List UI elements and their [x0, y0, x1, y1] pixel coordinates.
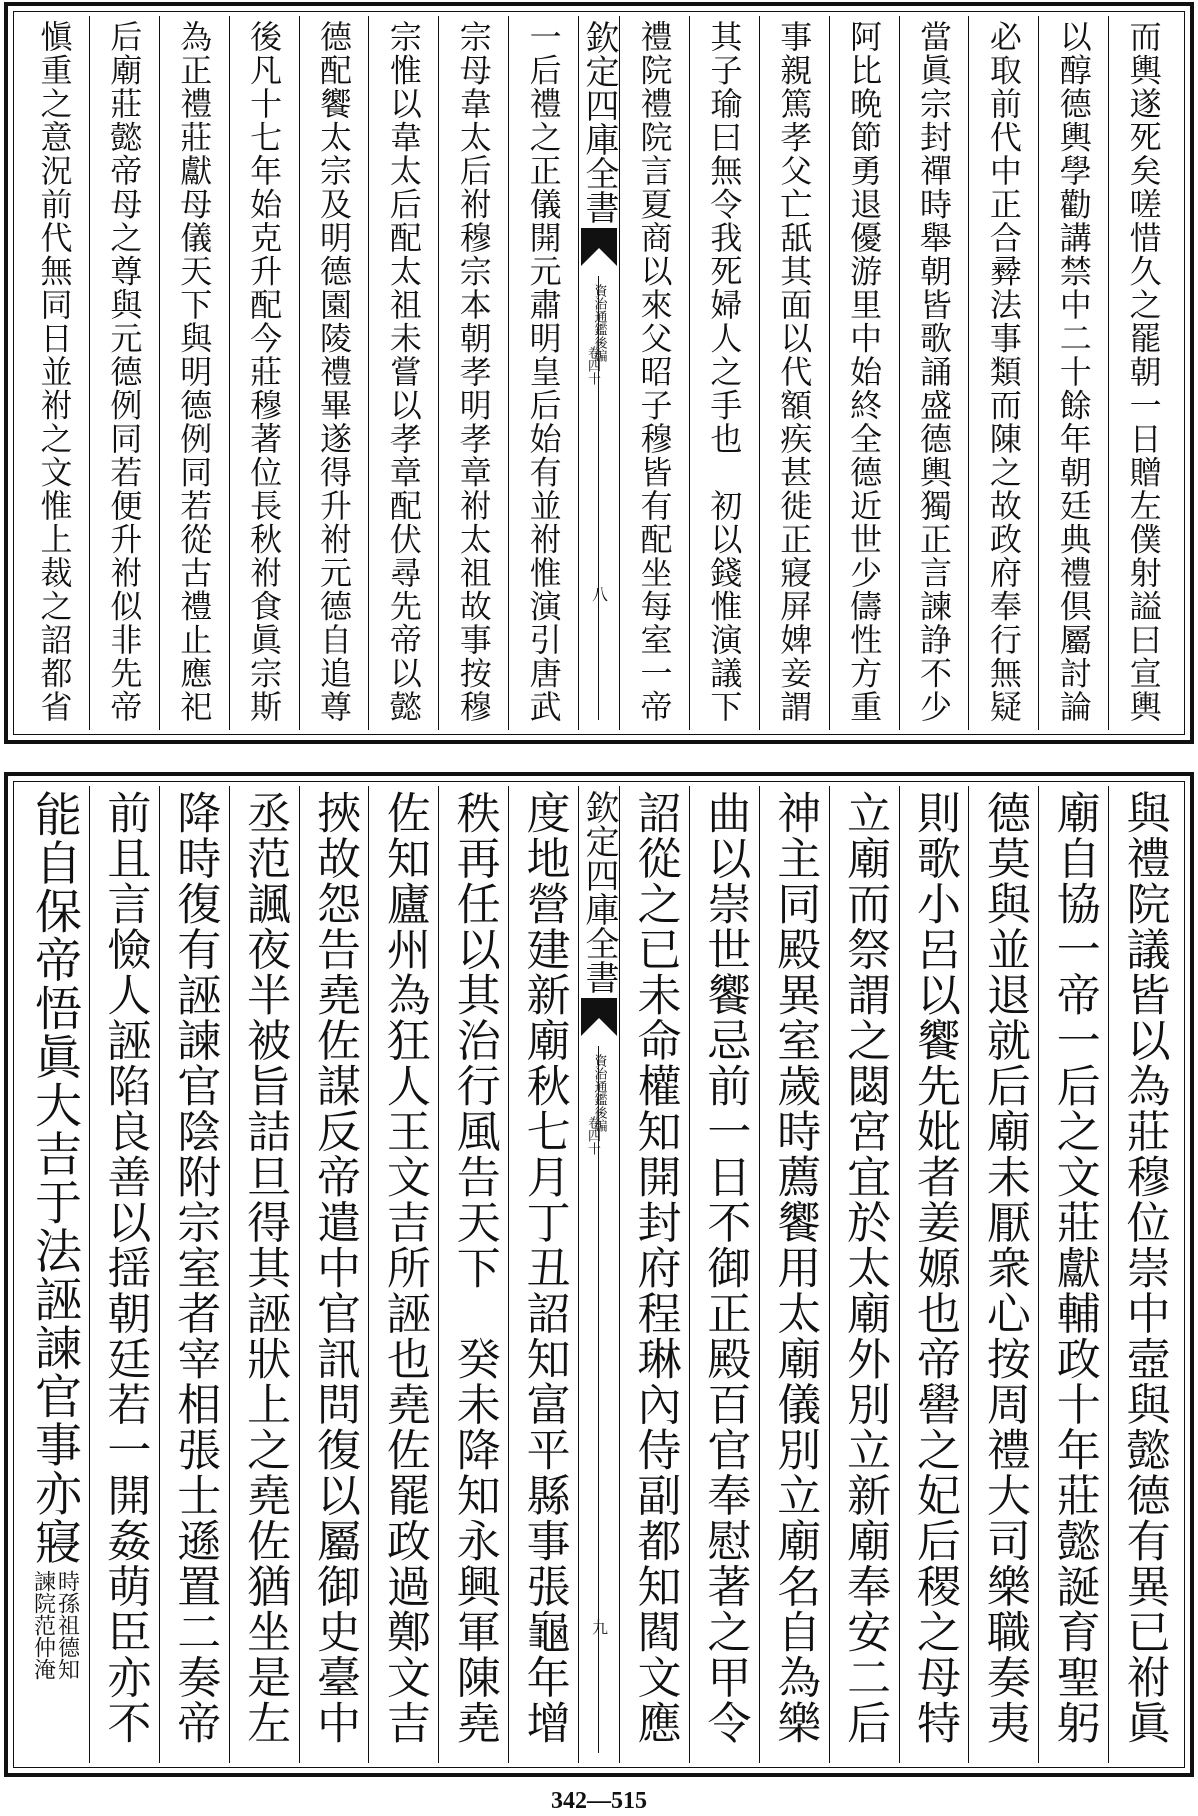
text-column	[229, 16, 299, 730]
text-column	[89, 16, 159, 730]
text-column	[299, 16, 369, 730]
column-text: 神主同殿異室歲時薦饗用太廟儀別立廟名自為樂	[769, 790, 821, 1746]
column-text: 必取前代中正合彛法事類而陳之故政府奉行無疑	[984, 20, 1023, 724]
column-text: 則歌小呂以饗先妣者姜嫄也帝嚳之妃后稷之母特	[908, 790, 960, 1746]
column-text: 事親篤孝父亡舐其面以代額疾甚徙正寢屏婢妾謂	[775, 20, 814, 724]
text-column	[619, 786, 689, 1763]
top-page	[0, 2, 1198, 744]
interlinear-note: 時孫祖德知	[54, 1570, 80, 1680]
text-column	[20, 16, 89, 730]
text-column	[1038, 786, 1108, 1763]
column-text: 其子瑜曰無令我死婦人之手也 初以錢惟演議下	[705, 20, 744, 724]
center-margin	[578, 786, 619, 1763]
text-column	[368, 16, 438, 730]
text-column	[759, 786, 829, 1763]
top-page-columns	[20, 16, 1178, 730]
text-column	[619, 16, 689, 730]
column-text: 丞范諷夜半被旨詰旦得其誣狀上之堯佐猶坐是左	[239, 790, 291, 1746]
text-column	[508, 786, 578, 1763]
text-column	[229, 786, 299, 1763]
text-column	[20, 786, 89, 1763]
column-text: 宗惟以韋太后配太祖未嘗以孝章配伏尋先帝以懿	[384, 20, 423, 724]
page-footer-number: 342—515	[551, 1788, 647, 1814]
column-text: 當眞宗封禪時舉朝皆歌誦盛德輿獨正言諫諍不少	[914, 20, 953, 724]
center-rule	[598, 276, 599, 720]
text-column	[508, 16, 578, 730]
text-column	[689, 786, 759, 1763]
text-column	[159, 16, 229, 730]
text-column	[689, 16, 759, 730]
column-text: 後凡十七年始克升配今莊穆著位長秋祔食眞宗斯	[245, 20, 284, 724]
text-column	[299, 786, 369, 1763]
interlinear-note: 諫院范仲淹	[30, 1570, 56, 1680]
book-title: 資治通鑑後編	[591, 1054, 607, 1132]
text-column	[89, 786, 159, 1763]
column-text: 以醇德輿學勸講禁中二十餘年朝廷典禮倶屬討論	[1054, 20, 1093, 724]
column-text: 挾故怨告堯佐謀反帝遣中官訊問復以屬御史臺中	[308, 790, 360, 1746]
text-column	[968, 16, 1038, 730]
bottom-page-frame	[4, 772, 1194, 1777]
text-column	[438, 16, 508, 730]
column-text: 阿比晩節勇退優游里中始終全德近世少儔性方重	[845, 20, 884, 724]
column-text: 詔從之已未命權知開封府程琳內侍副都知閻文應	[629, 790, 681, 1746]
column-text: 愼重之意況前代無同日並祔之文惟上裁之詔都省	[35, 20, 74, 724]
banner-title: 欽定四庫全書	[579, 790, 619, 994]
column-text: 與禮院議皆以為莊穆位崇中壼與懿德有異已祔眞	[1118, 790, 1170, 1746]
column-text: 秩再任以其治行風告天下 癸未降知永興軍陳堯	[448, 790, 500, 1746]
text-column	[1038, 16, 1108, 730]
volume-label: 卷四十	[585, 346, 600, 385]
text-column	[759, 16, 829, 730]
column-text: 佐知廬州為狂人王文吉所誣也堯佐罷政過鄭文吉	[378, 790, 430, 1746]
text-column	[1108, 16, 1178, 730]
column-text: 廟自協一帝一后之文莊獻輔政十年莊懿誕育聖躬	[1048, 790, 1100, 1746]
column-text: 降時復有誣諫官陰附宗室者宰相張士遜置二奏帝	[169, 790, 221, 1746]
center-rule	[598, 1046, 599, 1753]
page-number: 八	[589, 586, 609, 602]
column-text: 立廟而祭謂之閟宮宜於太廟外別立新廟奉安二后	[839, 790, 891, 1746]
top-page-frame	[4, 2, 1194, 744]
column-text: 德莫與並退就后廟未厭衆心按周禮大司樂職奏夷	[978, 790, 1030, 1746]
column-text: 而輿遂死矣嗟惜久之罷朝一日贈左僕射謚曰宣輿	[1124, 20, 1163, 724]
column-text: 度地營建新廟秋七月丁丑詔知富平縣事張龜年增	[518, 790, 570, 1746]
text-column	[159, 786, 229, 1763]
banner-title: 欽定四庫全書	[579, 20, 619, 224]
text-column	[899, 786, 969, 1763]
book-title: 資治通鑑後編	[591, 284, 607, 362]
column-text: 一后禮之正儀開元肅明皇后始有並祔惟演引唐武	[524, 20, 563, 724]
column-text: 為正禮莊獻母儀天下與明德例同若從古禮止應祀	[175, 20, 214, 724]
column-text: 德配饗太宗及明德園陵禮畢遂得升祔元德自追尊	[314, 20, 353, 724]
bottom-page	[0, 772, 1198, 1777]
column-text: 能自保帝悟眞大吉于法誣諫官事亦寢	[26, 790, 82, 1566]
fish-tail-mark	[581, 228, 617, 266]
text-column	[1108, 786, 1178, 1763]
fish-tail-mark	[581, 998, 617, 1036]
text-column	[899, 16, 969, 730]
column-text: 曲以崇世饗忌前一日不御正殿百官奉慰著之甲令	[699, 790, 751, 1746]
column-text: 宗母韋太后祔穆宗本朝孝明孝章祔太祖故事按穆	[454, 20, 493, 724]
text-column	[368, 786, 438, 1763]
page-number: 九	[589, 1619, 609, 1635]
center-margin	[578, 16, 619, 730]
text-column	[968, 786, 1038, 1763]
column-text: 前且言憸人誣陷良善以揺朝廷若一開姦萌臣亦不	[99, 790, 151, 1746]
column-text: 禮院禮院言夏商以來父昭子穆皆有配坐每室一帝	[635, 20, 674, 724]
column-text: 后廟莊懿帝母之尊與元德例同若便升祔似非先帝	[105, 20, 144, 724]
bottom-page-columns	[20, 786, 1178, 1763]
text-column	[829, 786, 899, 1763]
volume-label: 卷四十	[585, 1116, 600, 1155]
text-column	[829, 16, 899, 730]
text-column	[438, 786, 508, 1763]
